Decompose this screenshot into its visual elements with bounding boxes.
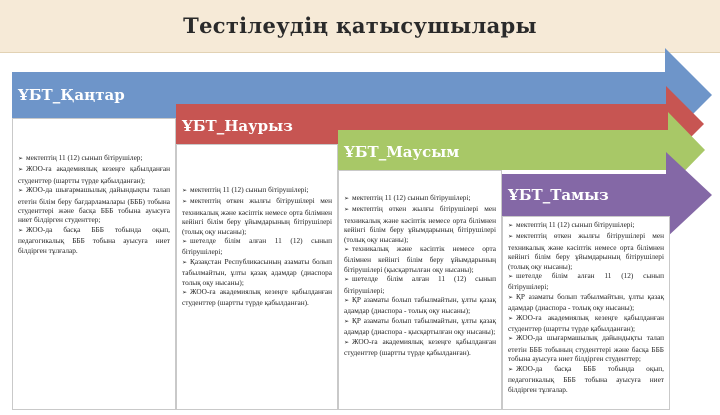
arrowhead-bullet-icon: ➢ xyxy=(18,188,24,195)
list-item: ➢ мектептің 11 (12) сынып бітірушілері; xyxy=(182,185,309,194)
arrowhead-bullet-icon: ➢ xyxy=(344,247,350,254)
arrowhead-bullet-icon: ➢ xyxy=(508,223,514,229)
list-item: ➢ мектептің 11 (12) сынып бітірушілер; xyxy=(18,153,143,162)
arrowhead-bullet-icon: ➢ xyxy=(182,290,188,297)
list-item: ➢ ЖОО-да шығармашылық дайындықты талап ететін БББ тобының студенттері және басқа БББ тобына ауысуға ниет білдірген студенттер; xyxy=(508,333,664,364)
column-label-mausym: ҰБТ_Маусым xyxy=(344,143,460,161)
list-item: ➢ ЖОО-ға академиялық кезеңге қабылданған студенттер (шартты түрде қабылданған); xyxy=(508,312,664,334)
arrowhead-bullet-icon: ➢ xyxy=(182,239,188,246)
list-item: ➢ шетелде білім алған 11 (12) сынып бітірушілері; xyxy=(182,236,332,257)
list-item: ➢ ЖОО-ға академиялық кезеңге қабылданған студенттер (шартты түрде қабылданған). xyxy=(344,336,496,358)
arrowhead-bullet-icon: ➢ xyxy=(508,234,514,241)
arrowhead-bullet-icon: ➢ xyxy=(344,318,350,325)
list-item: ➢ шетелде білім алған 11 (12) сынып бітірушілері; xyxy=(344,274,496,295)
arrowhead-bullet-icon: ➢ xyxy=(508,366,514,373)
list-item: ➢ мектептің 11 (12) сынып бітірушілері; xyxy=(344,193,471,202)
arrowhead-bullet-icon: ➢ xyxy=(344,196,350,202)
arrowhead-bullet-icon: ➢ xyxy=(344,207,350,214)
arrowhead-bullet-icon: ➢ xyxy=(18,156,24,162)
list-item: ➢ ҚР азаматы болып табылмайтын, ұлты қазақ адамдар (диаспора - қысқартылған оқу нысаны); xyxy=(344,315,496,337)
arrowhead-bullet-icon: ➢ xyxy=(508,315,514,322)
column-label-tamyz: ҰБТ_Тамыз xyxy=(508,186,609,204)
arrowhead-bullet-icon: ➢ xyxy=(344,277,350,284)
list-item: ➢ ҚР азаматы болып табылмайтын, ұлты қазақ адамдар (диаспора - толық оқу нысаны); xyxy=(508,291,664,313)
list-item: ➢ ЖОО-да басқа БББ тобында оқып, педагогикалық БББ тобына ауысуға ниет білдірген тұлғалар. xyxy=(508,363,664,394)
column-box-mausym xyxy=(338,170,502,410)
list-item: ➢ мектептің өткен жылғы бітірушілері мен техникалық және кәсіптік немесе орта білімнен кейінгі білім беру ұйымдарының бітірушілері (толық оқу нысаны); xyxy=(508,231,664,271)
arrowhead-bullet-icon: ➢ xyxy=(182,199,188,206)
list-item: ➢ ЖОО-ға академиялық кезеңге қабылданған студенттер (шартты түрде қабылданған); xyxy=(18,164,170,185)
arrowhead-bullet-icon: ➢ xyxy=(18,227,24,234)
arrowhead-bullet-icon: ➢ xyxy=(344,339,350,346)
item-list xyxy=(182,185,332,308)
list-item: ➢ ЖОО-да басқа БББ тобында оқып, педагогикалық БББ тобына ауысуға ниет білдірген тұлғалар. xyxy=(18,224,170,255)
column-box-tamyz xyxy=(502,216,670,410)
list-item: ➢ ЖОО-да шығармашылық дайындықты талап ететін білім беру бағдарламалары (БББ) тобына студенттері және басқа БББ тобына ауысуға ниет білдірген студенттер; xyxy=(18,185,170,225)
slide-title: Тестілеудің қатысушылары xyxy=(183,13,537,38)
list-item: ➢ техникалық және кәсіптік немесе орта білімнен кейінгі білім беру ұйымдарының бітірушілері (қысқартылған оқу нысаны); xyxy=(344,244,496,274)
item-list xyxy=(18,153,170,255)
list-item: ➢ ЖОО-ға академиялық кезеңге қабылданған студенттер (шартты түрде қабылданған). xyxy=(182,287,332,308)
column-label-nauryz: ҰБТ_Наурыз xyxy=(182,117,293,135)
list-item: ➢ Қазақстан Республикасының азаматы болып табылмайтын, ұлты қазақ адамдар (диаспора толық оқу нысаны); xyxy=(182,256,332,287)
item-list xyxy=(508,220,664,394)
list-item: ➢ мектептің өткен жылғы бітірушілері мен техникалық және кәсіптік немесе орта білімнен кейінгі білім беру ұйымдарының бітірушілері (толық оқу нысаны); xyxy=(182,196,332,236)
column-box-nauryz xyxy=(176,144,338,410)
arrowhead-bullet-icon: ➢ xyxy=(508,336,514,343)
arrowhead-bullet-icon: ➢ xyxy=(182,259,188,266)
arrowhead-bullet-icon: ➢ xyxy=(182,188,188,194)
list-item: ➢ мектептің өткен жылғы бітірушілері мен техникалық және кәсіптік немесе орта білімнен кейінгі білім беру ұйымдарының бітірушілері (толық оқу нысаны); xyxy=(344,204,496,244)
column-label-kantar: ҰБТ_Қаңтар xyxy=(18,86,125,104)
list-item: ➢ ҚР азаматы болып табылмайтын, ұлты қазақ адамдар (диаспора - толық оқу нысаны); xyxy=(344,295,496,316)
item-list xyxy=(344,193,496,358)
arrowhead-bullet-icon: ➢ xyxy=(18,167,24,174)
arrowhead-bullet-icon: ➢ xyxy=(508,294,514,301)
arrowhead-bullet-icon: ➢ xyxy=(508,274,514,281)
list-item: ➢ мектептің 11 (12) сынып бітірушілері; xyxy=(508,220,635,229)
list-item: ➢ шетелде білім алған 11 (12) сынып бітірушілері; xyxy=(508,271,664,292)
arrowhead-bullet-icon: ➢ xyxy=(344,298,350,305)
column-box-kantar xyxy=(12,118,176,410)
